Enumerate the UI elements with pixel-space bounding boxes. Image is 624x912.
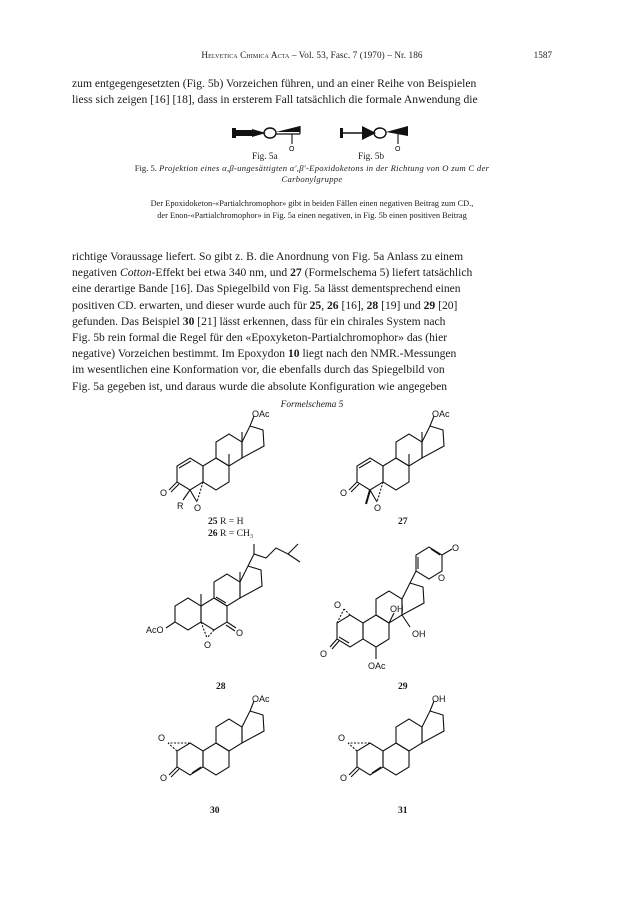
text-line: negative) Vorzeichen bestimmt. Im Epoxydon 10 liegt nach den NMR.-Messungen — [72, 347, 457, 361]
carbonyl-o-label: O — [320, 649, 328, 659]
structure-31 — [330, 695, 480, 809]
journal-issue: – Vol. 53, Fasc. 7 (1970) – Nr. 186 — [291, 50, 423, 60]
paragraph-main — [72, 249, 554, 395]
text-line: Fig. 5a gegeben ist, und daraus wurde die absolute Konfiguration wie angegeben — [72, 379, 448, 393]
svg-text:O: O — [289, 146, 295, 152]
compound-27-label: 27 — [398, 516, 408, 527]
oac-label: OAc — [252, 409, 270, 419]
text-line: negativen Cotton-Effekt bei etwa 340 nm, und 27 (Formelschema 5) liefert tatsächlich — [72, 266, 473, 280]
page-number: 1587 — [533, 50, 552, 60]
text-line: zum entgegengesetzten (Fig. 5b) Vorzeichen führen, und an einer Reihe von Beispielen — [72, 77, 477, 90]
figure-5b-drawing — [338, 122, 412, 152]
structure-27 — [330, 410, 480, 524]
compound-ref: 30 — [182, 314, 195, 328]
epoxide-o-label: O — [374, 503, 382, 513]
compound-31-label: 31 — [398, 805, 408, 816]
carbonyl-o-label: O — [340, 488, 348, 498]
compound-ref: 27 — [290, 266, 302, 280]
compound-30-label: 30 — [210, 805, 220, 816]
oac-label: OAc — [252, 694, 270, 704]
text-line: eine derartige Bande [16]. Das Spiegelbild von Fig. 5a lässt dementsprechend einen — [72, 282, 461, 296]
cotton-name: Cotton — [119, 266, 152, 280]
aco-label: AcO — [146, 625, 164, 635]
svg-text:O: O — [395, 146, 401, 152]
text-line: positiven CD. erwarten, und dieser wurde auch für 25, 26 [16], 28 [19] und 29 [20] — [72, 298, 458, 312]
structure-25-26 — [150, 410, 300, 524]
compound-ref: 26 — [327, 298, 339, 312]
epoxide-o-label: O — [338, 733, 346, 743]
compound-29-label: 29 — [398, 681, 408, 692]
epoxide-o-label: O — [334, 600, 342, 610]
compound-25-label: 25 R = H — [208, 516, 244, 527]
structure-28 — [146, 540, 330, 664]
carbonyl-o-label: O — [160, 488, 168, 498]
structure-30 — [150, 695, 300, 809]
running-head — [72, 50, 552, 64]
carbonyl-o-label: O — [160, 773, 168, 783]
structure-29 — [320, 545, 490, 679]
epoxide-o-label: O — [204, 640, 212, 650]
text-line: Fig. 5b rein formal die Regel für den «Epoxyketon-Partialchromophor» das (hier — [72, 331, 448, 345]
caption-text: Projektion eines α,β-ungesättigten α′,β′-Epoxidoketons in der Richtung von O zum C der — [159, 163, 490, 173]
oh-label: OH — [390, 604, 404, 614]
compound-ref: 10 — [287, 347, 300, 361]
caption-prefix: Fig. 5. — [134, 163, 157, 173]
lactone-carbonyl-o-label: O — [452, 543, 460, 553]
figure-5-note — [72, 198, 552, 221]
caption-text: Carbonylgruppe — [281, 174, 343, 184]
compound-26-label: 26 R = CH₃ — [208, 528, 254, 539]
ketone-o-label: O — [236, 628, 244, 638]
compound-ref: 29 — [423, 298, 436, 312]
paragraph-intro — [72, 76, 554, 108]
compound-ref: 25 — [309, 298, 322, 312]
figure-5a-label: Fig. 5a — [252, 151, 278, 161]
oac-label: OAc — [368, 661, 386, 671]
figure-5b-label: Fig. 5b — [358, 151, 385, 161]
oac-label: OAc — [432, 409, 450, 419]
text-line: liess sich zeigen [16] [18], dass in ersterem Fall tatsächlich die formale Anwendung die — [72, 93, 478, 107]
r-label: R — [177, 501, 184, 511]
lactone-o-label: O — [438, 573, 446, 583]
figure-5a-drawing — [230, 122, 304, 152]
epoxide-o-label: O — [194, 503, 202, 513]
oh-label: OH — [412, 629, 426, 639]
compound-ref: 28 — [366, 298, 379, 312]
journal-name: Helvetica Chimica Acta — [201, 50, 290, 60]
note-line: Der Epoxidoketon-«Partialchromophor» gibt in beiden Fällen einen negativen Beitrag zum CD., — [150, 199, 474, 208]
text-line: richtige Voraussage liefert. So gibt z. B. die Anordnung von Fig. 5a Anlass zu einem — [72, 250, 464, 263]
compound-28-label: 28 — [216, 681, 226, 692]
note-line: der Enon-«Partialchromophor» in Fig. 5a einen negativen, in Fig. 5b einen positiven Beitrag — [157, 210, 467, 220]
figure-5-caption — [72, 163, 552, 185]
schema-title: Formelschema 5 — [280, 400, 344, 410]
text-line: im wesentlichen eine Konformation vor, die ebenfalls durch das Spiegelbild von — [72, 363, 445, 377]
oh-label: OH — [432, 694, 446, 704]
epoxide-o-label: O — [158, 733, 166, 743]
carbonyl-o-label: O — [340, 773, 348, 783]
text-line: gefunden. Das Beispiel 30 [21] lässt erkennen, dass für ein chirales System nach — [72, 314, 446, 328]
